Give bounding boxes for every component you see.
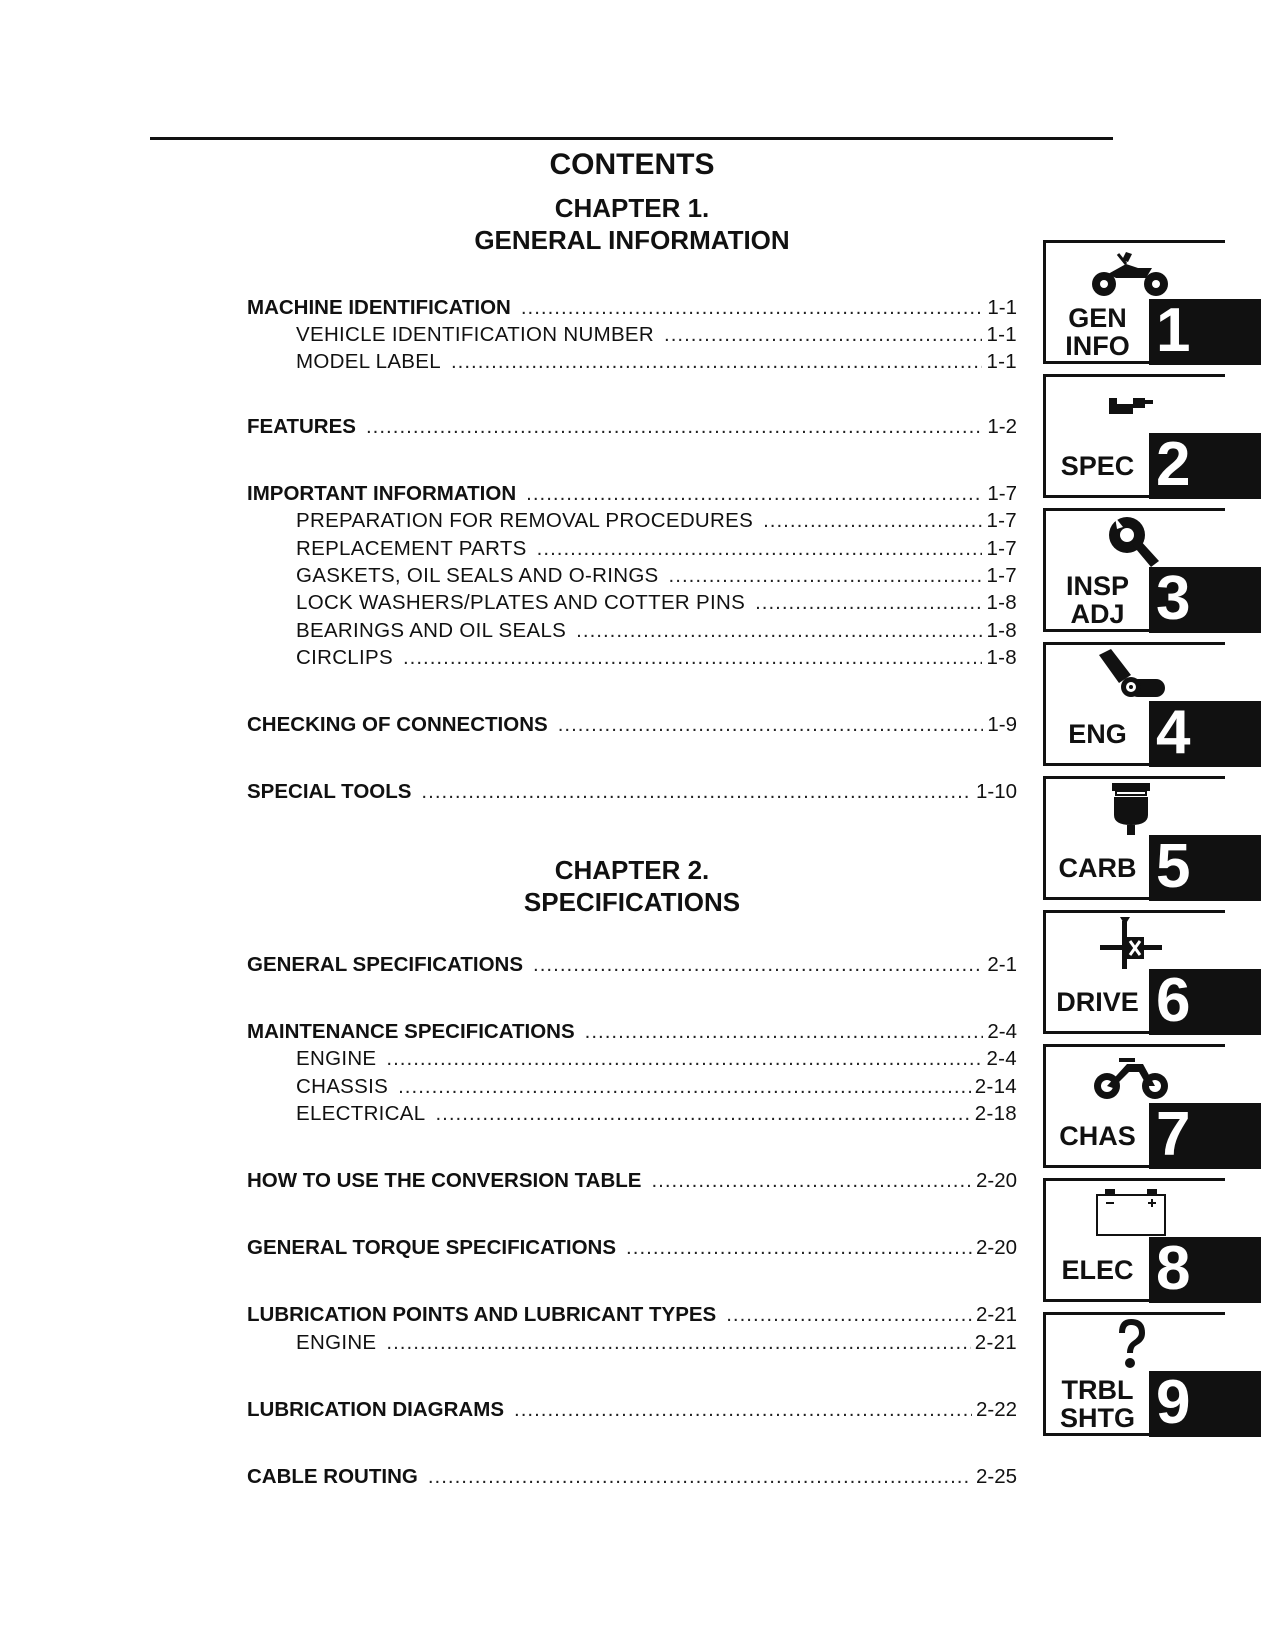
tab-number: 4 xyxy=(1156,698,1191,767)
top-rule xyxy=(150,137,1113,140)
engine-icon xyxy=(1043,646,1219,704)
toc-page: 2-14 xyxy=(974,1075,1017,1098)
chapter-1-name: GENERAL INFORMATION xyxy=(474,225,790,255)
toc-page: 1-8 xyxy=(986,646,1017,669)
toc-label: GENERAL TORQUE SPECIFICATIONS xyxy=(247,1236,617,1259)
toc-label: VEHICLE IDENTIFICATION NUMBER xyxy=(296,323,654,346)
leader-dots xyxy=(398,1075,971,1099)
chapter-2-number: CHAPTER 2. xyxy=(554,855,710,885)
toc-page: 1-8 xyxy=(986,619,1017,642)
leader-dots xyxy=(763,509,982,533)
tab-top-line xyxy=(1043,240,1225,243)
tab-top-line xyxy=(1043,508,1225,511)
toc-label: FEATURES xyxy=(247,415,356,438)
toc-label: HOW TO USE THE CONVERSION TABLE xyxy=(247,1169,642,1192)
leader-dots xyxy=(669,564,983,588)
toc-page: 1-1 xyxy=(986,323,1017,346)
toc-entry[interactable] xyxy=(247,1169,1017,1193)
drive-icon xyxy=(1043,914,1219,972)
leader-dots xyxy=(526,482,983,506)
tab-top-line xyxy=(1043,374,1225,377)
tab-number: 3 xyxy=(1156,564,1191,633)
toc-label: CHASSIS xyxy=(296,1075,389,1098)
battery-icon xyxy=(1043,1182,1219,1240)
toc-label: CIRCLIPS xyxy=(296,646,393,669)
toc-page: 1-2 xyxy=(987,415,1017,438)
tab-label: ELEC xyxy=(1061,1255,1134,1285)
chapter-tab-eng[interactable] xyxy=(1043,642,1261,770)
leader-dots xyxy=(386,1047,982,1071)
toc-label: ENGINE xyxy=(296,1331,377,1354)
tab-number: 8 xyxy=(1156,1234,1191,1303)
toc-page: 2-20 xyxy=(975,1169,1017,1192)
chapter-tab-chas[interactable] xyxy=(1043,1044,1261,1172)
toc-entry[interactable] xyxy=(296,537,1017,561)
toc-label: LOCK WASHERS/PLATES AND COTTER PINS xyxy=(296,591,746,614)
tab-top-line xyxy=(1043,1312,1225,1315)
toc-entry[interactable] xyxy=(247,415,1017,439)
toc-entry[interactable] xyxy=(296,350,1017,374)
toc-label: IMPORTANT INFORMATION xyxy=(247,482,517,505)
chapter-1-number: CHAPTER 1. xyxy=(554,193,710,223)
question-icon xyxy=(1043,1316,1219,1374)
tab-number: 9 xyxy=(1156,1368,1191,1437)
toc-page: 2-22 xyxy=(975,1398,1017,1421)
toc-entry[interactable] xyxy=(296,564,1017,588)
toc-page: 1-7 xyxy=(986,564,1017,587)
toc-entry[interactable] xyxy=(247,780,1017,804)
leader-dots xyxy=(585,1020,984,1044)
tab-label: ENG xyxy=(1068,719,1127,749)
toc-label: SPECIAL TOOLS xyxy=(247,780,412,803)
toc-label: MAINTENANCE SPECIFICATIONS xyxy=(247,1020,575,1043)
toc-entry[interactable] xyxy=(247,1398,1017,1422)
toc-entry[interactable] xyxy=(296,619,1017,643)
toc-label: PREPARATION FOR REMOVAL PROCEDURES xyxy=(296,509,754,532)
leader-dots xyxy=(558,713,984,737)
chapter-tab-insp-adj[interactable] xyxy=(1043,508,1261,636)
toc-label: ELECTRICAL xyxy=(296,1102,426,1125)
tab-top-line xyxy=(1043,776,1225,779)
leader-dots xyxy=(366,415,983,439)
tab-top-line xyxy=(1043,1178,1225,1181)
leader-dots xyxy=(514,1398,972,1422)
toc-page: 1-10 xyxy=(975,780,1017,803)
toc-entry[interactable] xyxy=(296,1102,1017,1126)
leader-dots xyxy=(576,619,982,643)
tab-number: 5 xyxy=(1156,832,1191,901)
leader-dots xyxy=(726,1303,972,1327)
toc-page: 2-20 xyxy=(975,1236,1017,1259)
chapter-tab-drive[interactable] xyxy=(1043,910,1261,1038)
leader-dots xyxy=(421,780,972,804)
leader-dots xyxy=(428,1465,972,1489)
leader-dots xyxy=(537,537,983,561)
tab-label: DRIVE xyxy=(1056,987,1139,1017)
leader-dots xyxy=(403,646,983,670)
tab-top-line xyxy=(1043,642,1225,645)
leader-dots xyxy=(533,953,983,977)
toc-label: MODEL LABEL xyxy=(296,350,441,373)
toc-entry[interactable] xyxy=(247,482,1017,506)
toc-label: GENERAL SPECIFICATIONS xyxy=(247,953,524,976)
toc-label: CABLE ROUTING xyxy=(247,1465,418,1488)
tab-top-line xyxy=(1043,1044,1225,1047)
toc-page: 2-4 xyxy=(987,1020,1017,1043)
tab-label: CARB xyxy=(1058,853,1137,883)
tab-number: 7 xyxy=(1156,1100,1191,1169)
toc-entry[interactable] xyxy=(247,296,1017,320)
toc-label: CHECKING OF CONNECTIONS xyxy=(247,713,548,736)
toc-entry[interactable] xyxy=(296,509,1017,533)
leader-dots xyxy=(451,350,983,374)
leader-dots xyxy=(626,1236,972,1260)
toc-page: 2-1 xyxy=(987,953,1017,976)
tab-label: CHAS xyxy=(1059,1121,1136,1151)
tab-label: GEN INFO xyxy=(1065,303,1130,361)
chapter-tab-trbl-shtg[interactable] xyxy=(1043,1312,1261,1440)
toc-page: 2-18 xyxy=(974,1102,1017,1125)
toc-page: 1-7 xyxy=(986,537,1017,560)
tab-number: 2 xyxy=(1156,430,1191,499)
chassis-icon xyxy=(1043,1048,1219,1106)
toc-page: 1-7 xyxy=(986,509,1017,532)
leader-dots xyxy=(435,1102,970,1126)
toc-label: LUBRICATION DIAGRAMS xyxy=(247,1398,504,1421)
tab-number: 6 xyxy=(1156,966,1191,1035)
chapter-tab-elec[interactable] xyxy=(1043,1178,1261,1306)
toc-label: LUBRICATION POINTS AND LUBRICANT TYPES xyxy=(247,1303,717,1326)
toc-entry[interactable] xyxy=(296,1331,1017,1355)
leader-dots xyxy=(651,1169,972,1193)
toc-page: 2-4 xyxy=(986,1047,1017,1070)
toc-page: 1-7 xyxy=(987,482,1017,505)
leader-dots xyxy=(755,591,982,615)
toc-entry[interactable] xyxy=(247,1020,1017,1044)
toc-label: GASKETS, OIL SEALS AND O-RINGS xyxy=(296,564,659,587)
toc-entry[interactable] xyxy=(247,1236,1017,1260)
toc-entry[interactable] xyxy=(247,953,1017,977)
chapter-tab-carb[interactable] xyxy=(1043,776,1261,904)
toc-page: 2-25 xyxy=(975,1465,1017,1488)
toc-entry[interactable] xyxy=(296,323,1017,347)
toc-entry[interactable] xyxy=(296,591,1017,615)
toc-entry[interactable] xyxy=(247,1465,1017,1489)
toc-entry[interactable] xyxy=(247,713,1017,737)
leader-dots xyxy=(664,323,982,347)
leader-dots xyxy=(386,1331,970,1355)
toc-entry[interactable] xyxy=(296,1075,1017,1099)
chapter-tab-gen-info[interactable] xyxy=(1043,240,1261,368)
page-title: CONTENTS xyxy=(549,148,715,181)
toc-entry[interactable] xyxy=(296,1047,1017,1071)
tab-number: 1 xyxy=(1156,296,1191,365)
wrench-key-icon xyxy=(1043,378,1219,436)
chapter-tab-spec[interactable] xyxy=(1043,374,1261,502)
atv-icon xyxy=(1043,244,1219,302)
toc-label: BEARINGS AND OIL SEALS xyxy=(296,619,567,642)
tab-label: TRBL SHTG xyxy=(1059,1375,1135,1433)
carburetor-icon xyxy=(1043,780,1219,838)
chapter-2-name: SPECIFICATIONS xyxy=(523,887,741,917)
toc-page: 1-8 xyxy=(986,591,1017,614)
toc-entry[interactable] xyxy=(247,1303,1017,1327)
toc-page: 1-1 xyxy=(987,296,1017,319)
wrench-icon xyxy=(1043,512,1219,570)
tab-top-line xyxy=(1043,910,1225,913)
toc-label: MACHINE IDENTIFICATION xyxy=(247,296,511,319)
leader-dots xyxy=(521,296,984,320)
toc-page: 2-21 xyxy=(974,1331,1017,1354)
toc-label: REPLACEMENT PARTS xyxy=(296,537,527,560)
toc-page: 2-21 xyxy=(975,1303,1017,1326)
tab-label: INSP ADJ xyxy=(1065,571,1130,629)
tab-label: SPEC xyxy=(1060,451,1135,481)
toc-entry[interactable] xyxy=(296,646,1017,670)
toc-label: ENGINE xyxy=(296,1047,377,1070)
toc-page: 1-1 xyxy=(986,350,1017,373)
toc-page: 1-9 xyxy=(987,713,1017,736)
